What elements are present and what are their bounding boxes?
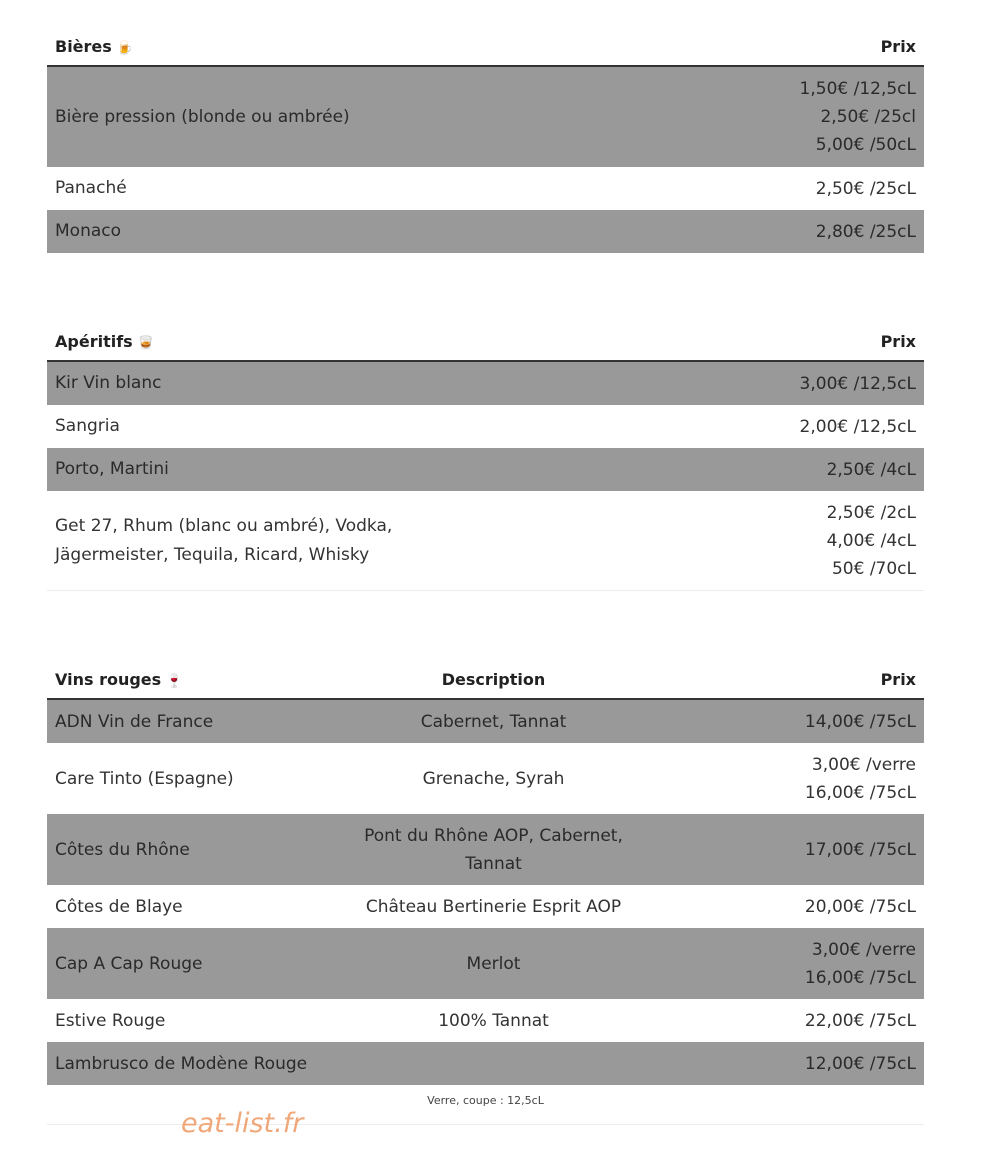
table-row	[47, 928, 924, 999]
name-line: Get 27, Rhum (blanc ou ambré), Vodka,	[55, 515, 393, 536]
table-row	[47, 1042, 924, 1085]
desc-line: Tannat	[465, 853, 522, 874]
item-price: 2,50€ /4cL	[826, 459, 916, 480]
price-header: Prix	[880, 670, 916, 689]
item-price	[800, 75, 916, 159]
item-name: Monaco	[55, 221, 122, 241]
price-line: 3,00€ /verre	[811, 754, 916, 775]
description-header: Description	[441, 670, 546, 689]
table-row	[47, 700, 924, 743]
tumbler-glass-icon: 🥃	[137, 336, 154, 351]
bieres-title: Bières	[55, 37, 112, 56]
price-line: 4,00€ /4cL	[826, 530, 916, 551]
table-row	[47, 210, 924, 253]
price-line: 1,50€ /12,5cL	[799, 79, 916, 99]
price-line: 2,50€ /2cL	[826, 502, 916, 523]
bieres-header	[47, 28, 924, 67]
wine-glass-icon: 🍷	[166, 674, 183, 689]
item-price	[642, 751, 916, 807]
item-description: 100% Tannat	[438, 1010, 549, 1031]
item-name: Bière pression (blonde ou ambrée)	[55, 106, 350, 127]
item-name	[55, 512, 392, 570]
table-row	[47, 67, 924, 167]
price-line: 3,00€ /verre	[811, 939, 916, 960]
table-row	[47, 885, 924, 928]
item-name: ADN Vin de France	[55, 711, 214, 732]
item-name: Porto, Martini	[55, 459, 169, 479]
item-description: Merlot	[466, 953, 521, 974]
table-row	[47, 405, 924, 448]
price-line: 16,00€ /75cL	[804, 782, 916, 803]
item-price: 2,80€ /25cL	[815, 221, 916, 242]
vins-rouges-header	[47, 661, 924, 700]
item-price: 12,00€ /75cL	[804, 1053, 916, 1074]
aperitifs-table	[47, 323, 924, 591]
price-line: 50€ /70cL	[831, 558, 916, 579]
table-row	[47, 448, 924, 491]
item-description: Cabernet, Tannat	[420, 711, 567, 732]
item-name: Sangria	[55, 416, 120, 436]
item-name: Côtes du Rhône	[55, 839, 190, 860]
item-name: Panaché	[55, 178, 127, 198]
aperitifs-title: Apéritifs	[55, 332, 133, 351]
item-price: 2,50€ /25cL	[815, 178, 916, 199]
table-row	[47, 362, 924, 405]
item-description: Château Bertinerie Esprit AOP	[365, 896, 622, 917]
aperitifs-header	[47, 323, 924, 362]
price-header: Prix	[880, 332, 916, 351]
item-price: 22,00€ /75cL	[804, 1010, 916, 1031]
table-row	[47, 999, 924, 1042]
vins-rouges-table	[47, 661, 924, 1125]
item-price	[827, 499, 916, 583]
watermark: eat-list.fr	[181, 1108, 304, 1139]
item-name: Kir Vin blanc	[55, 373, 162, 393]
price-line: 16,00€ /75cL	[804, 967, 916, 988]
desc-line: Pont du Rhône AOP, Cabernet,	[364, 825, 623, 846]
price-line: 5,00€ /50cL	[815, 135, 916, 155]
bieres-table	[47, 28, 924, 253]
item-price: 17,00€ /75cL	[804, 839, 916, 860]
table-row	[47, 743, 924, 814]
item-price	[642, 936, 916, 992]
item-description	[345, 822, 642, 878]
item-price: 14,00€ /75cL	[804, 711, 916, 732]
item-name: Côtes de Blaye	[55, 896, 183, 917]
table-row	[47, 167, 924, 210]
price-header: Prix	[880, 37, 916, 56]
table-row	[47, 814, 924, 885]
item-description: Grenache, Syrah	[422, 768, 565, 789]
item-price: 3,00€ /12,5cL	[799, 373, 916, 394]
name-line: Jägermeister, Tequila, Ricard, Whisky	[55, 544, 370, 565]
beer-icon: 🍺	[116, 41, 133, 56]
item-name: Estive Rouge	[55, 1010, 166, 1031]
price-line: 2,50€ /25cl	[820, 107, 916, 127]
vins-rouges-title: Vins rouges	[55, 670, 162, 689]
item-name: Cap A Cap Rouge	[55, 953, 203, 974]
item-name: Lambrusco de Modène Rouge	[55, 1053, 308, 1074]
table-row	[47, 491, 924, 591]
item-price: 20,00€ /75cL	[804, 896, 916, 917]
table-footnote: Verre, coupe : 12,5cL	[47, 1085, 924, 1125]
item-name: Care Tinto (Espagne)	[55, 768, 234, 789]
item-price: 2,00€ /12,5cL	[799, 416, 916, 437]
